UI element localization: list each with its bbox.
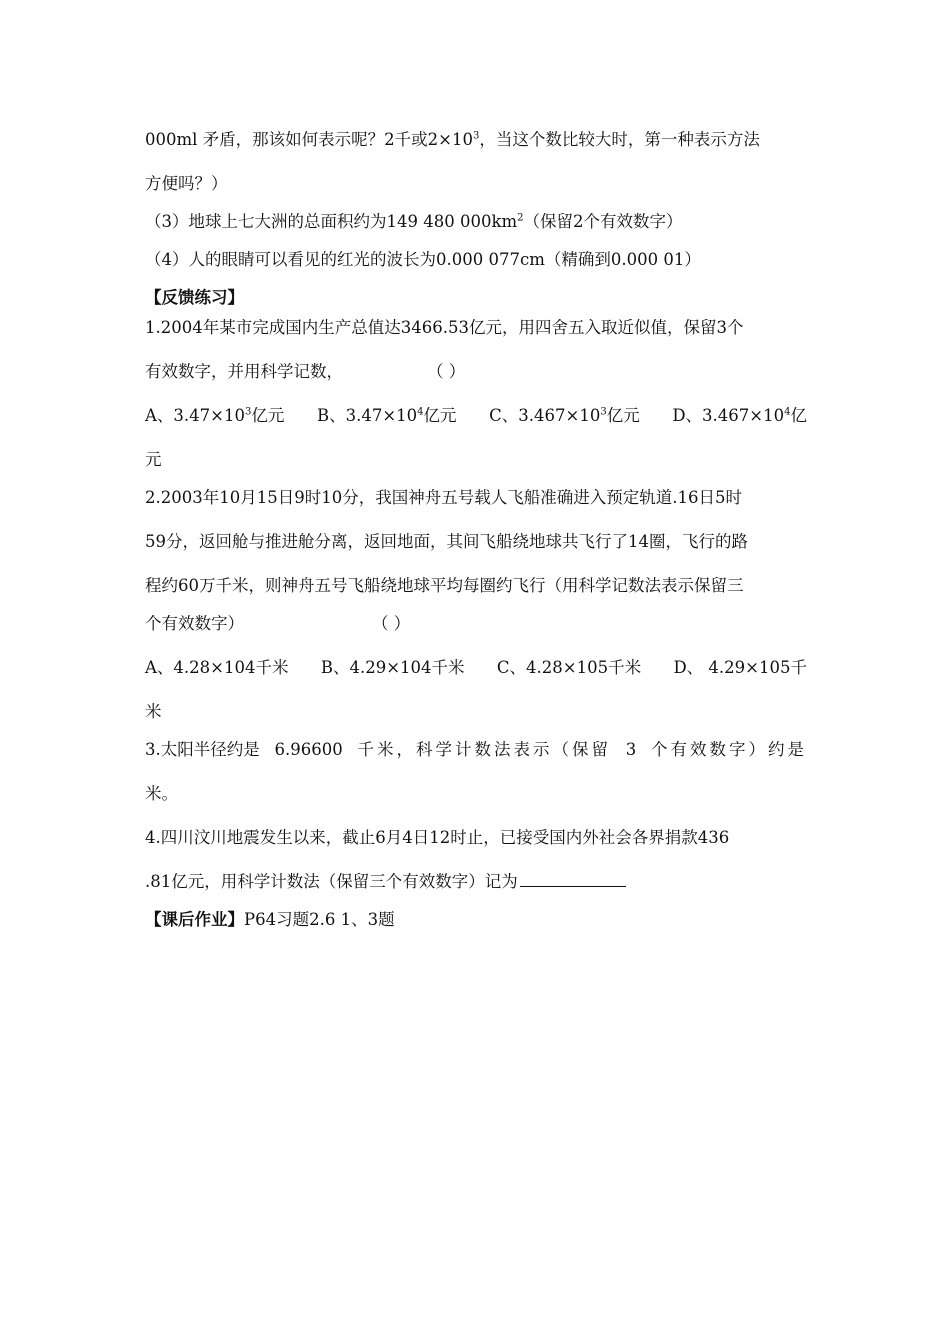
q1-line-1: 1.2004年某市完成国内生产总值达3466.53亿元，用四舍五入取近似值，保留3个 — [145, 318, 744, 337]
q3-text-c: 千米，科学计数法表示（保留 — [357, 740, 611, 759]
item-3 — [145, 207, 807, 237]
q1-option-c-text: C、3.467×10 — [489, 406, 601, 425]
q1-option-d-exponent: 4 — [784, 406, 791, 418]
intro-text-1b: ，当这个数比较大时，第一种表示方法 — [479, 130, 760, 149]
homework-heading: 【课后作业】 — [145, 910, 244, 929]
intro-line-2: 方便吗？） — [145, 174, 228, 193]
q2-option-d: D、 4.29×105千 — [673, 658, 807, 677]
q4-line-2 — [145, 867, 807, 897]
q1-option-a — [145, 401, 284, 431]
q1-option-b-exponent: 4 — [417, 406, 424, 418]
intro-text-1a: 000ml 矛盾，那该如何表示呢？2千或2×10 — [145, 130, 473, 149]
q1-answer-paren: （ ） — [427, 362, 466, 381]
q1-option-a-unit: 亿元 — [251, 406, 285, 425]
q4-text-2: .81亿元，用科学计数法（保留三个有效数字）记为 — [145, 872, 518, 891]
q1-option-c-exponent: 3 — [600, 406, 607, 418]
q3-line-2: 米。 — [145, 784, 178, 803]
q1-option-d-unit: 亿 — [790, 406, 807, 425]
q3-text-a: 3.太阳半径约是 — [145, 740, 260, 759]
q1-option-c — [489, 401, 640, 431]
homework-text: P64习题2.6 1、3题 — [244, 910, 395, 929]
q2-option-b: B、4.29×104千米 — [320, 658, 465, 677]
q1-option-a-text: A、3.47×10 — [145, 406, 245, 425]
homework-line — [145, 905, 807, 935]
q1-option-b-text: B、3.47×10 — [316, 406, 418, 425]
intro-text-1 — [145, 125, 760, 155]
q2-options — [145, 653, 807, 683]
q1-option-b — [317, 401, 457, 431]
item-4: （4）人的眼睛可以看见的红光的波长为0.000 077cm（精确到0.000 01） — [145, 250, 701, 269]
item-3-text-a: （3）地球上七大洲的总面积约为149 480 000km — [145, 212, 518, 231]
q3-digits: 3 — [625, 740, 637, 759]
q1-line-2 — [145, 357, 807, 387]
q1-option-b-unit: 亿元 — [423, 406, 457, 425]
item-3-exponent: 2 — [517, 212, 524, 224]
q2-line-2: 59分，返回舱与推进舱分离，返回地面，其间飞船绕地球共飞行了14圈，飞行的路 — [145, 532, 748, 551]
q2-option-wrap: 米 — [145, 702, 162, 721]
q1-option-wrap: 元 — [145, 450, 162, 469]
document-content — [145, 125, 807, 935]
q3-line-1 — [145, 735, 807, 765]
q2-line-1: 2.2003年10月15日9时10分，我国神舟五号载人飞船准确进入预定轨道.16日5时 — [145, 488, 742, 507]
q2-line-4 — [145, 609, 807, 639]
q4-line-1: 4.四川汶川地震发生以来，截止6月4日12时止，已接受国内外社会各界捐款436 — [145, 828, 730, 847]
q1-options — [145, 401, 807, 431]
intro-exponent: 3 — [472, 130, 480, 142]
q1-option-d — [672, 401, 807, 431]
item-3-text-b: （保留2个有效数字） — [523, 212, 683, 231]
q2-option-a: A、4.28×104千米 — [145, 658, 289, 677]
feedback-heading: 【反馈练习】 — [145, 288, 244, 307]
q2-option-c: C、4.28×105千米 — [496, 658, 642, 677]
q1-option-c-unit: 亿元 — [606, 406, 640, 425]
q1-text-2: 有效数字，并用科学记数， — [145, 362, 343, 381]
q4-answer-blank[interactable] — [520, 868, 626, 887]
q2-line-3: 程约60万千米，则神舟五号飞船绕地球平均每圈约飞行（用科学记数法表示保留三 — [145, 576, 744, 595]
q2-answer-paren: （ ） — [372, 614, 411, 633]
q1-option-a-exponent: 3 — [244, 406, 252, 418]
q2-text-4: 个有效数字） — [145, 614, 244, 633]
q3-text-e: 个有效数字）约是 — [650, 740, 807, 759]
q1-option-d-text: D、3.467×10 — [672, 406, 785, 425]
intro-line-1 — [145, 125, 807, 155]
q3-value: 6.96600 — [274, 740, 343, 759]
